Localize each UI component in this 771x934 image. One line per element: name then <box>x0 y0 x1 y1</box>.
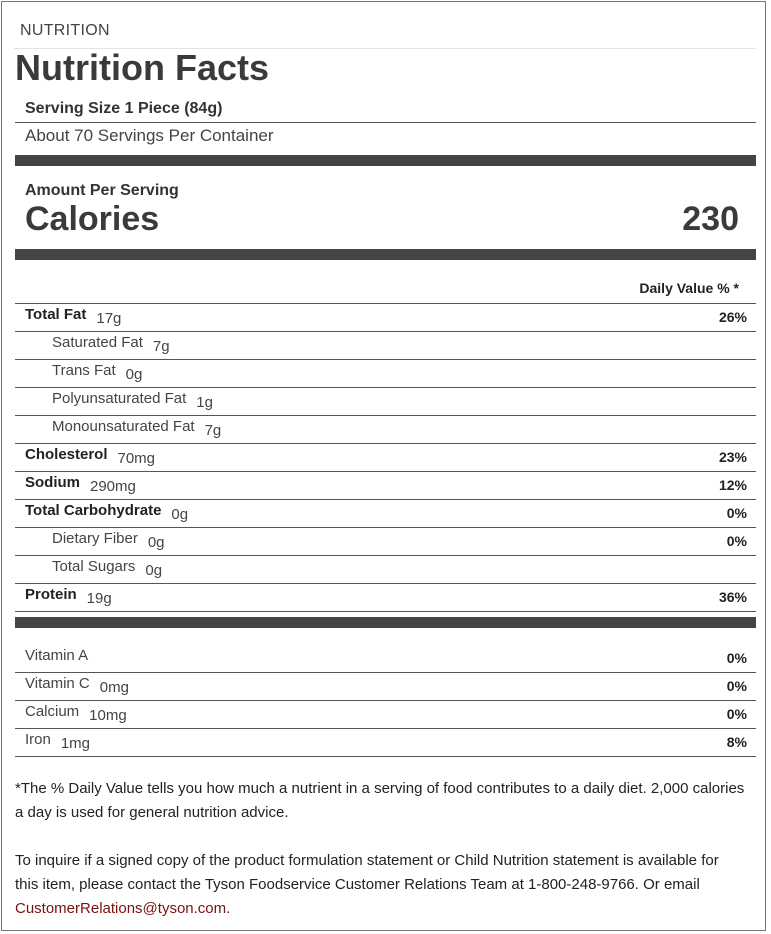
nutrient-daily-value: 12% <box>718 477 747 493</box>
nutrient-row <box>15 304 756 332</box>
nutrient-amount: 7g <box>204 422 222 439</box>
nutrient-daily-value: 0% <box>726 505 747 521</box>
inquiry-period: . <box>226 900 231 917</box>
nutrient-daily-value: 36% <box>718 589 747 605</box>
nutrient-name: Trans Fat <box>52 362 116 379</box>
nutrient-row <box>15 332 756 360</box>
thick-divider <box>15 155 756 166</box>
nutrient-amount: 19g <box>86 590 112 607</box>
email-link[interactable]: CustomerRelations@tyson.com <box>15 900 227 917</box>
nutrient-name: Cholesterol <box>25 446 108 463</box>
nutrient-daily-value: 26% <box>718 309 747 325</box>
nutrient-name: Total Fat <box>25 306 87 323</box>
nutrient-name: Polyunsaturated Fat <box>52 390 187 407</box>
nutrient-row <box>15 388 756 416</box>
vitamin-daily-value: 0% <box>726 650 747 666</box>
daily-value-header: Daily Value % * <box>639 280 739 296</box>
vitamin-name: Iron <box>25 731 51 748</box>
nutrient-amount: 1g <box>196 394 213 411</box>
nutrient-name: Sodium <box>25 474 80 491</box>
calories-value: 230 <box>682 200 739 238</box>
vitamin-row <box>15 729 756 757</box>
vitamin-daily-value: 0% <box>726 678 747 694</box>
nutrient-row <box>15 472 756 500</box>
amount-per-serving: Amount Per Serving <box>25 182 179 199</box>
nutrient-name: Monounsaturated Fat <box>52 418 195 435</box>
serving-size: Serving Size 1 Piece (84g) <box>25 100 223 117</box>
nutrient-row <box>15 556 756 584</box>
nutrient-name: Total Carbohydrate <box>25 502 162 519</box>
nutrition-panel <box>1 1 766 931</box>
vitamin-amount: 1mg <box>60 735 91 752</box>
nutrient-amount: 0g <box>125 366 143 383</box>
nutrient-amount: 0g <box>147 534 165 551</box>
inquiry-footnote <box>15 849 745 921</box>
nutrient-name: Protein <box>25 586 77 603</box>
thick-divider <box>15 617 756 628</box>
nutrient-name: Dietary Fiber <box>52 530 138 547</box>
calories-label: Calories <box>25 200 160 238</box>
vitamin-amount: 10mg <box>89 707 127 724</box>
section-title: NUTRITION <box>20 22 110 39</box>
nutrient-amount: 0g <box>145 562 163 579</box>
vitamin-name: Vitamin C <box>25 675 90 692</box>
nutrient-amount: 0g <box>171 506 189 523</box>
nutrient-name: Total Sugars <box>52 558 136 575</box>
nutrition-facts-title: Nutrition Facts <box>15 47 270 88</box>
nutrient-amount: 17g <box>96 310 122 327</box>
vitamin-amount: 0mg <box>99 679 129 696</box>
nutrient-daily-value: 0% <box>726 533 747 549</box>
nutrient-row <box>15 584 756 612</box>
servings-per-container: About 70 Servings Per Container <box>25 126 274 145</box>
vitamin-daily-value: 0% <box>726 706 747 722</box>
nutrient-amount: 70mg <box>117 450 156 467</box>
vitamin-name: Calcium <box>25 703 80 720</box>
nutrient-amount: 7g <box>152 338 170 355</box>
nutrient-row <box>15 528 756 556</box>
nutrient-name: Saturated Fat <box>52 334 143 351</box>
vitamin-name: Vitamin A <box>25 647 89 664</box>
nutrient-row <box>15 416 756 444</box>
vitamin-row <box>15 701 756 729</box>
nutrient-daily-value: 23% <box>718 449 747 465</box>
row-divider <box>15 756 756 757</box>
nutrient-row <box>15 444 756 472</box>
nutrient-row <box>15 500 756 528</box>
vitamin-row <box>15 645 756 673</box>
vitamin-daily-value: 8% <box>726 734 747 750</box>
nutrient-row <box>15 360 756 388</box>
daily-value-footnote: *The % Daily Value tells you how much a nutrient in a serving of food contributes to a daily diet. 2,000 calories a day is used for general nutrition advice. <box>15 780 745 821</box>
nutrient-amount: 290mg <box>89 478 136 495</box>
thick-divider <box>15 249 756 260</box>
row-divider <box>15 611 756 612</box>
inquiry-text: To inquire if a signed copy of the product formulation statement or Child Nutrition statement is available for this item, please contact the Tyson Foodservice Customer Relations Team at 1-800-248-9766. Or email <box>15 852 719 893</box>
vitamin-row <box>15 673 756 701</box>
divider <box>15 122 756 123</box>
